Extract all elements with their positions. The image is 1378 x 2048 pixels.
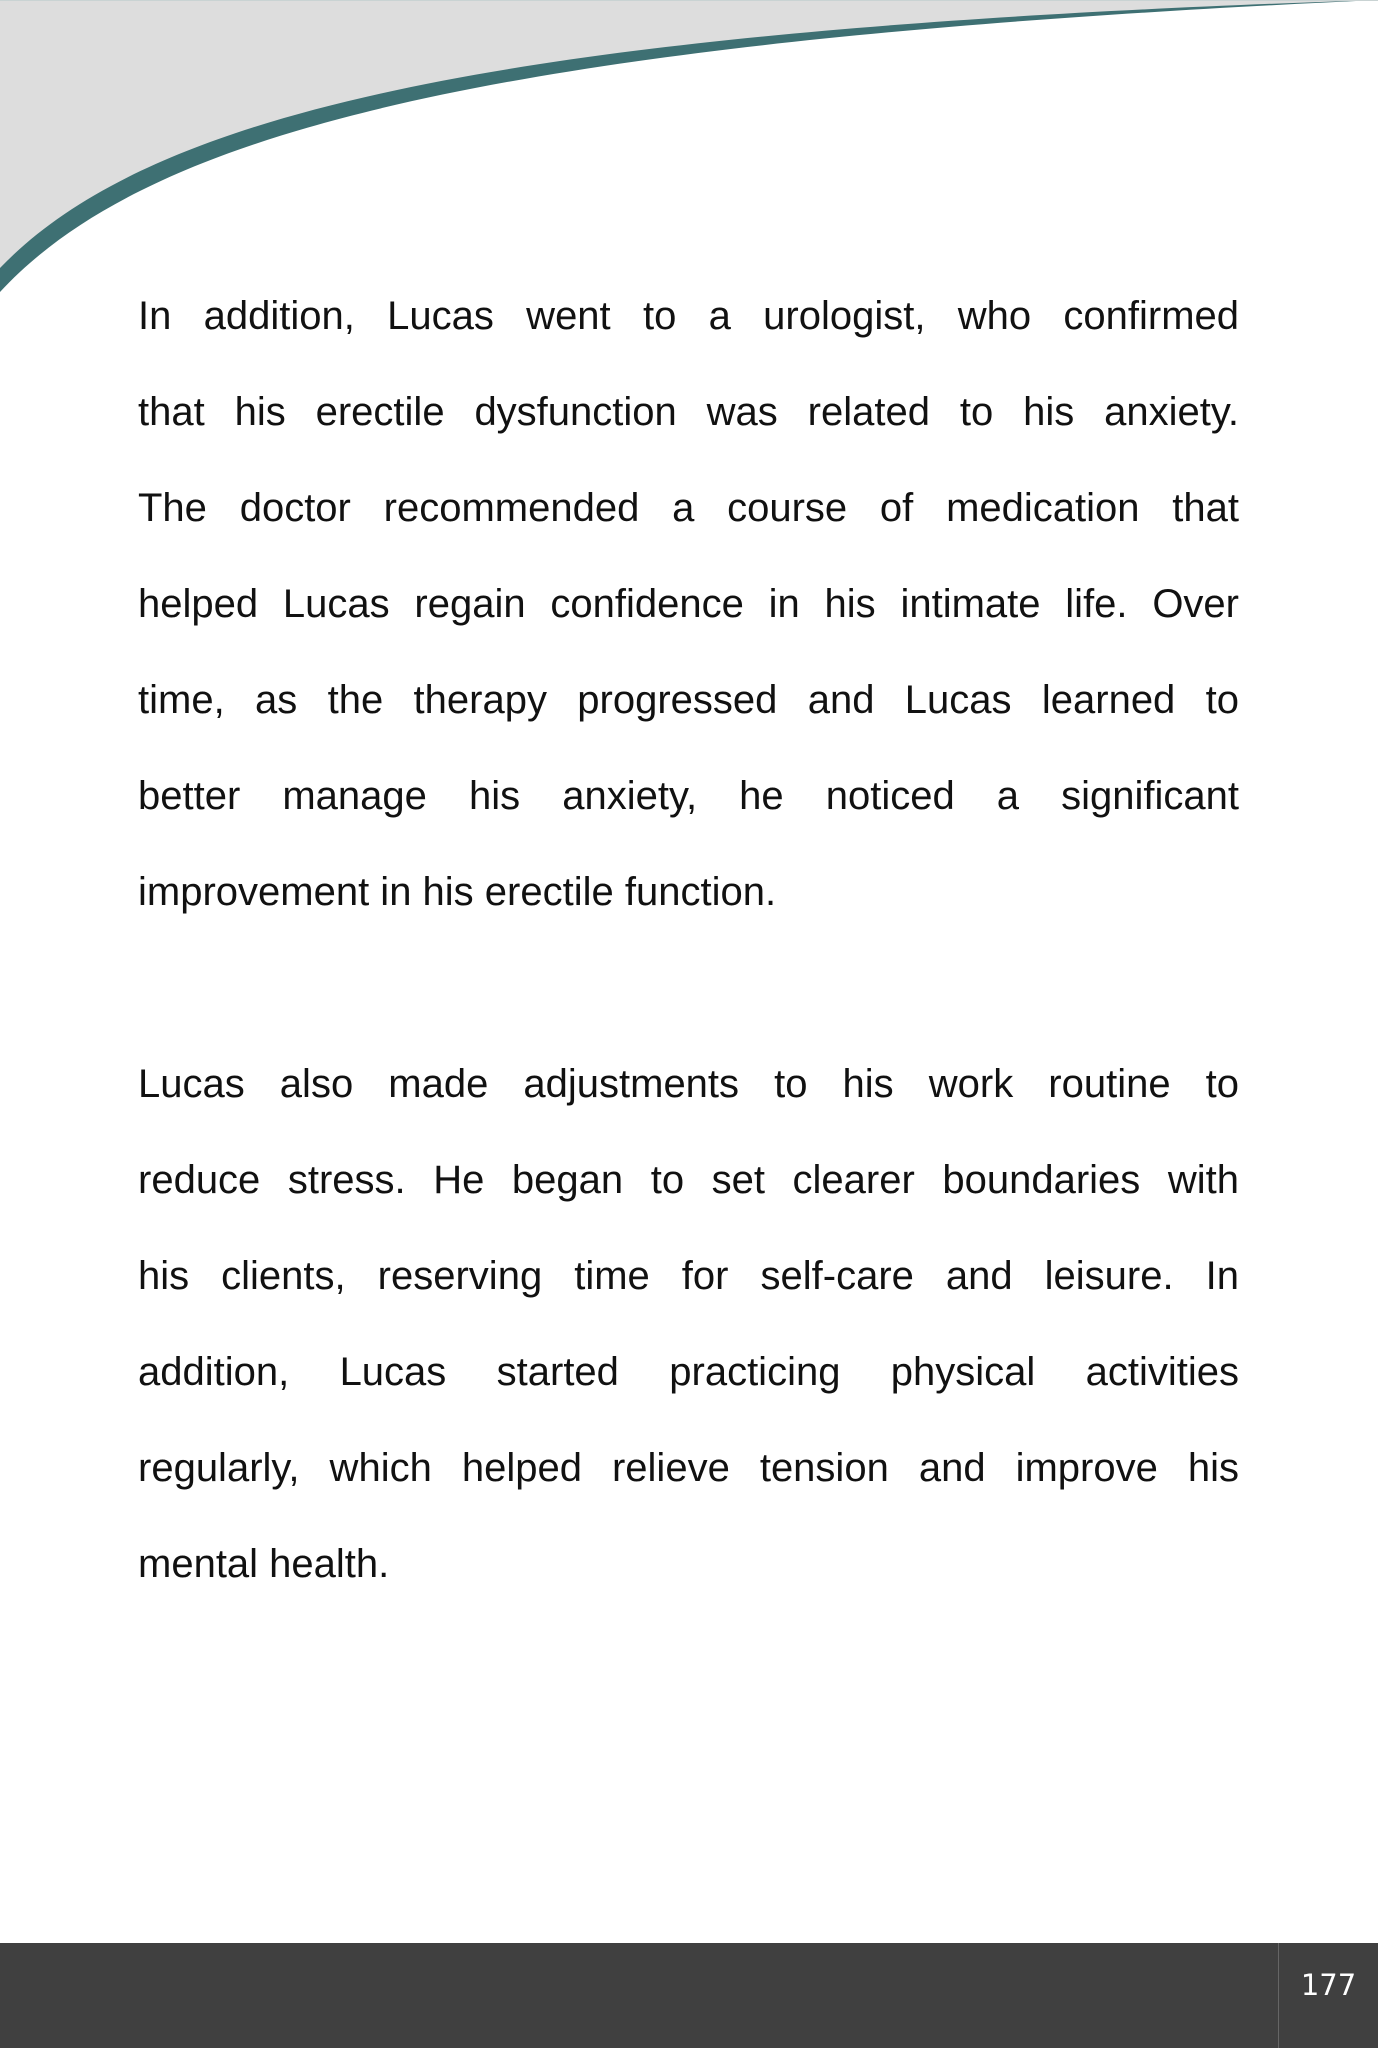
page-number: 177 (1300, 1968, 1357, 2002)
text-line: regularly, which helped relieve tension and improve his (138, 1446, 1239, 1490)
text-line: improvement in his erectile function. (138, 870, 777, 914)
text-line: better manage his anxiety, he noticed a significant (138, 774, 1239, 818)
body-text (138, 268, 1239, 1708)
header-swoosh-decoration (0, 0, 1378, 300)
text-line: that his erectile dysfunction was related to his anxiety. (138, 390, 1239, 434)
text-line: time, as the therapy progressed and Lucas learned to (138, 678, 1239, 722)
text-line: Lucas also made adjustments to his work routine to (138, 1062, 1239, 1106)
text-line: his clients, reserving time for self-care and leisure. In (138, 1254, 1239, 1298)
page-footer (0, 1943, 1378, 2048)
text-line: The doctor recommended a course of medication that (138, 486, 1239, 530)
swoosh-gray-fill (0, 0, 1378, 268)
paragraph-1 (138, 268, 1239, 940)
text-line: addition, Lucas started practicing physical activities (138, 1350, 1239, 1394)
paragraph-2 (138, 1036, 1239, 1612)
text-line: mental health. (138, 1542, 390, 1586)
text-line: reduce stress. He began to set clearer boundaries with (138, 1158, 1239, 1202)
text-line: In addition, Lucas went to a urologist, who confirmed (138, 294, 1239, 338)
text-line: helped Lucas regain confidence in his intimate life. Over (138, 582, 1239, 626)
